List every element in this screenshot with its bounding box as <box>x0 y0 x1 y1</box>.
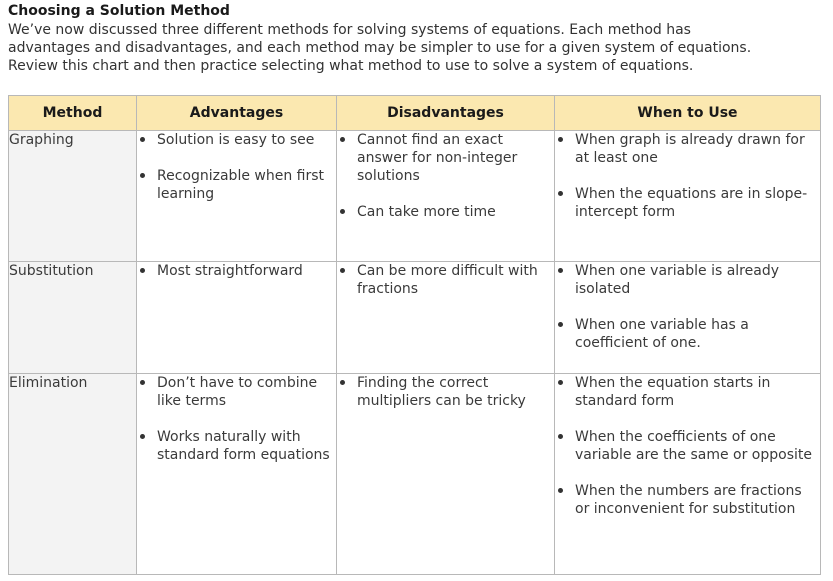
when-to-use-cell <box>555 131 821 262</box>
list-item: Finding the correct multipliers can be tricky <box>337 374 554 410</box>
page-title: Choosing a Solution Method <box>8 3 230 19</box>
header-when-to-use: When to Use <box>555 96 821 131</box>
method-name: Elimination <box>9 374 137 575</box>
intro-line: We’ve now discussed three different methods for solving systems of equations. Each method has <box>8 22 691 38</box>
header-disadvantages: Disadvantages <box>337 96 555 131</box>
list-item: When the equations are in slope-intercept form <box>555 185 820 221</box>
list-item: When the equation starts in standard form <box>555 374 820 410</box>
list-item: When one variable has a coefficient of one. <box>555 316 820 352</box>
list-item: When the numbers are fractions or inconvenient for substitution <box>555 482 820 518</box>
list-item: When the coefficients of one variable are the same or opposite <box>555 428 820 464</box>
list-item: When one variable is already isolated <box>555 262 820 298</box>
disadvantages-cell <box>337 262 555 374</box>
list-item: When graph is already drawn for at least one <box>555 131 820 167</box>
list-item: Don’t have to combine like terms <box>137 374 336 410</box>
list-item: Recognizable when first learning <box>137 167 336 203</box>
advantages-cell <box>137 374 337 575</box>
solution-methods-table <box>8 95 821 575</box>
table-row <box>9 374 821 575</box>
when-to-use-cell <box>555 374 821 575</box>
when-to-use-cell <box>555 262 821 374</box>
list-item: Works naturally with standard form equations <box>137 428 336 464</box>
advantages-cell <box>137 131 337 262</box>
list-item: Cannot find an exact answer for non-integer solutions <box>337 131 554 185</box>
disadvantages-cell <box>337 131 555 262</box>
list-item: Solution is easy to see <box>137 131 336 149</box>
header-advantages: Advantages <box>137 96 337 131</box>
intro-paragraph <box>8 21 826 75</box>
intro-line: advantages and disadvantages, and each method may be simpler to use for a given system of equations. <box>8 40 752 56</box>
advantages-cell <box>137 262 337 374</box>
intro-line: Review this chart and then practice selecting what method to use to solve a system of equations. <box>8 58 694 74</box>
method-name: Graphing <box>9 131 137 262</box>
list-item: Most straightforward <box>137 262 336 280</box>
table-row <box>9 131 821 262</box>
header-method: Method <box>9 96 137 131</box>
list-item: Can take more time <box>337 203 554 221</box>
method-name: Substitution <box>9 262 137 374</box>
list-item: Can be more difficult with fractions <box>337 262 554 298</box>
disadvantages-cell <box>337 374 555 575</box>
table-header-row <box>9 96 821 131</box>
table-row <box>9 262 821 374</box>
